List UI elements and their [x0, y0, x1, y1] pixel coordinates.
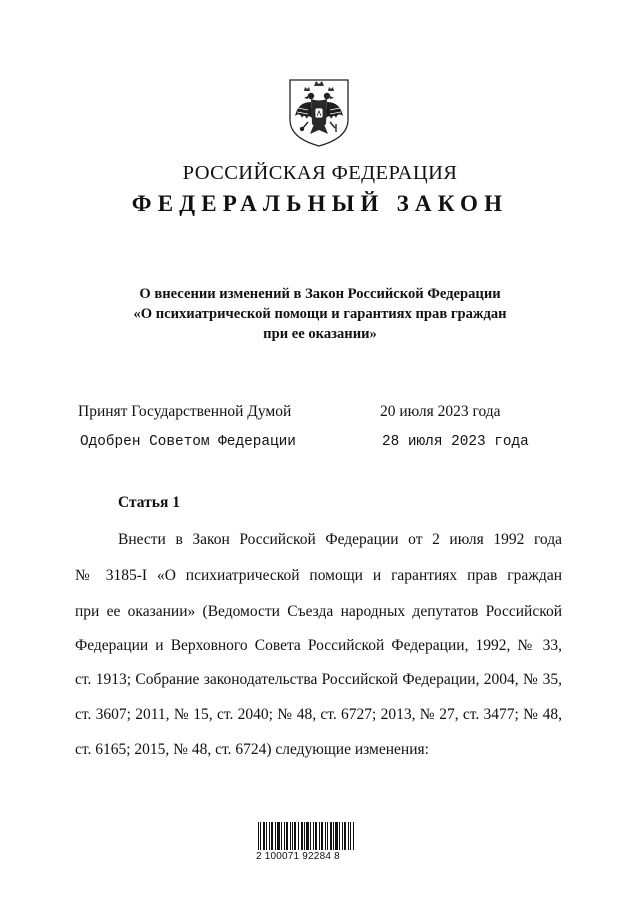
document-type: ФЕДЕРАЛЬНЫЙ ЗАКОН: [131, 191, 509, 216]
barcode-icon: [256, 822, 356, 850]
law-title: [80, 284, 560, 344]
adoption-label: Одобрен Советом Федерации: [80, 434, 296, 450]
article-text-line: при ее оказании» (Ведомости Съезда народных депутатов Российской: [75, 603, 562, 620]
article-text-line: № 3185-I «О психиатрической помощи и гарантиях прав граждан: [75, 567, 562, 584]
article-heading: Статья 1: [118, 494, 180, 511]
article-text-line: ст. 6165; 2015, № 48, ст. 6724) следующие изменения:: [75, 741, 429, 758]
russian-coat-of-arms-icon: [284, 72, 354, 148]
article-text-line: Внести в Закон Российской Федерации от 2 июля 1992 года: [118, 531, 562, 548]
law-title-line: «О психиатрической помощи и гарантиях прав граждан: [133, 306, 507, 322]
law-title-line: О внесении изменений в Закон Российской Федерации: [139, 286, 501, 302]
adoption-label: Принят Государственной Думой: [78, 403, 292, 420]
state-name: РОССИЙСКАЯ ФЕДЕРАЦИЯ: [182, 162, 458, 184]
article-text-line: ст. 3607; 2011, № 15, ст. 2040; № 48, ст. 6727; 2013, № 27, ст. 3477; № 48,: [75, 706, 562, 723]
article-text-line: ст. 1913; Собрание законодательства Российской Федерации, 2004, № 35,: [75, 671, 562, 688]
article-text-line: Федерации и Верховного Совета Российской Федерации, 1992, № 33,: [75, 637, 562, 654]
adoption-date: 20 июля 2023 года: [380, 403, 501, 420]
adoption-date: 28 июля 2023 года: [382, 434, 529, 450]
law-title-line: при ее оказании»: [263, 326, 377, 342]
barcode-number: 2 100071 92284 8: [256, 851, 340, 862]
